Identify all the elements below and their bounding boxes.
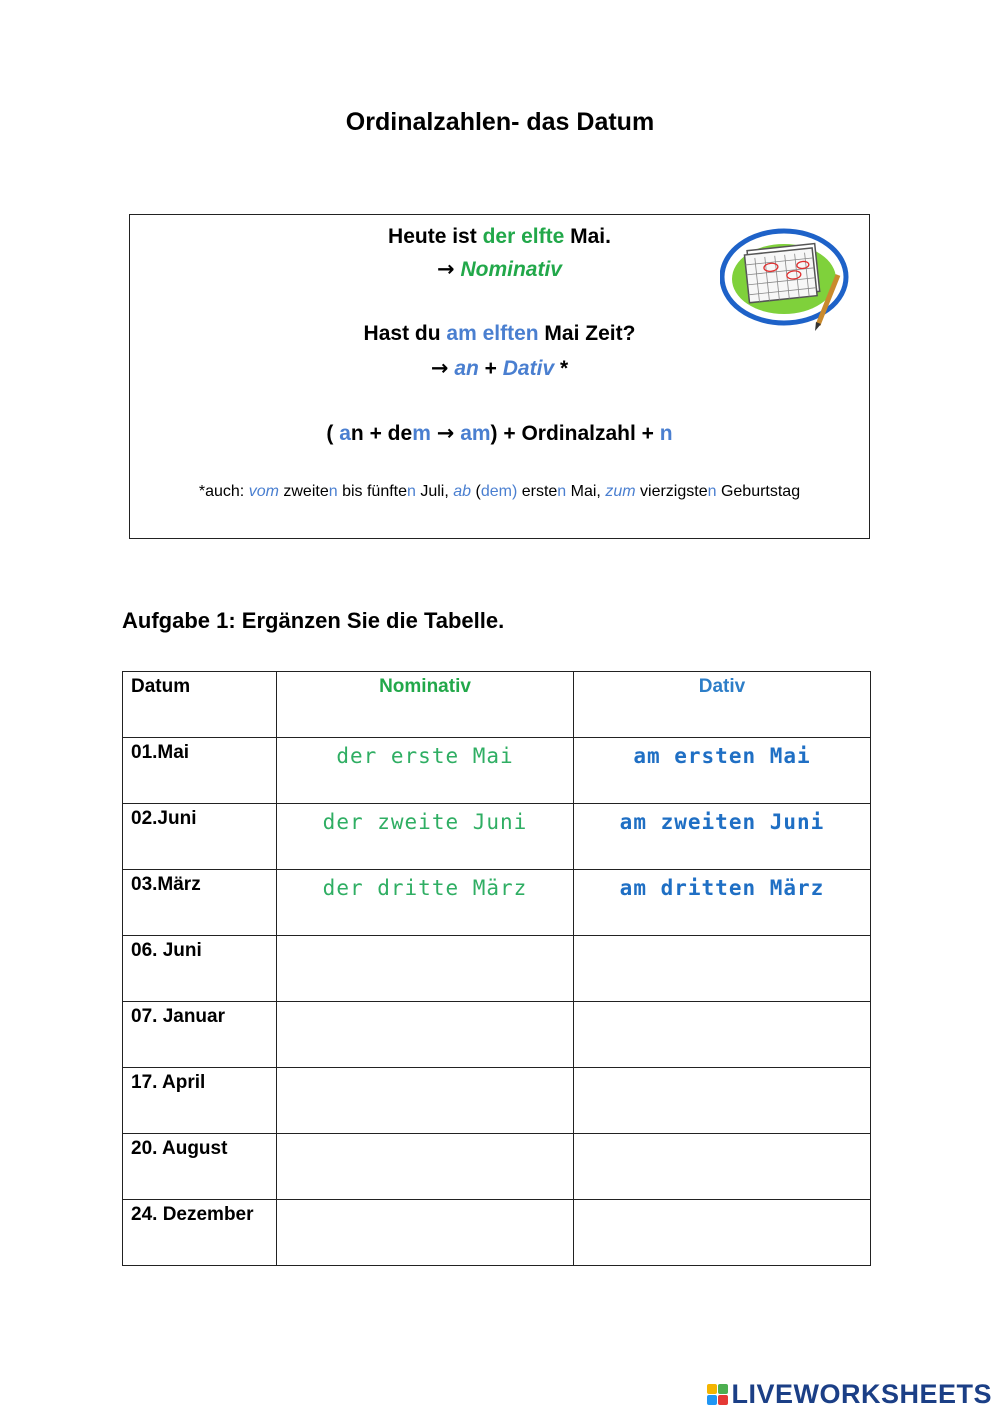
- nominativ-answer: der zweite Juni: [322, 810, 528, 834]
- dativ-cell: [574, 738, 871, 804]
- text: n: [707, 483, 717, 500]
- dativ-label-line: [130, 356, 869, 381]
- dativ-label: Dativ: [502, 357, 555, 380]
- date-cell: 07. Januar: [123, 1002, 277, 1068]
- text: Geburtstag: [716, 483, 801, 500]
- dativ-answer-field[interactable]: [574, 1002, 871, 1068]
- text: zweite: [278, 483, 329, 500]
- text: (: [471, 483, 481, 500]
- text: dem): [480, 483, 518, 500]
- footnote: [130, 483, 869, 501]
- text: vom: [248, 483, 279, 500]
- logo-square: [718, 1395, 728, 1405]
- an-label: an: [454, 357, 479, 380]
- text: (: [326, 422, 340, 445]
- text: Mai,: [566, 483, 606, 500]
- nominativ-cell: [277, 870, 574, 936]
- text: *: [554, 357, 569, 380]
- text: a: [339, 422, 351, 445]
- dativ-answer-field[interactable]: [574, 1200, 871, 1266]
- header-dativ: Dativ: [574, 672, 871, 738]
- ordinal-table: [122, 671, 871, 1266]
- header-datum: Datum: [123, 672, 277, 738]
- table-row: [123, 1134, 871, 1200]
- arrow-icon: →: [437, 257, 455, 281]
- logo-mark-icon: [707, 1384, 728, 1405]
- date-cell: 17. April: [123, 1068, 277, 1134]
- text: bis fünfte: [337, 483, 407, 500]
- text: Hast du: [363, 322, 447, 345]
- text: m: [412, 422, 431, 445]
- dativ-answer: am zweiten Juni: [619, 810, 825, 834]
- table-row: [123, 1002, 871, 1068]
- arrow-icon: →: [436, 421, 455, 445]
- table-row: [123, 804, 871, 870]
- grammar-rule: [130, 421, 869, 446]
- nominativ-answer: der dritte März: [322, 876, 528, 900]
- calendar-icon: [720, 227, 852, 331]
- liveworksheets-logo[interactable]: [707, 1377, 992, 1411]
- text: ) + Ordinalzahl +: [490, 422, 660, 445]
- dativ-answer-field[interactable]: [574, 936, 871, 1002]
- nominativ-answer-field[interactable]: [277, 1134, 574, 1200]
- dativ-answer: am dritten März: [619, 876, 825, 900]
- logo-square: [707, 1384, 717, 1394]
- header-nominativ: Nominativ: [277, 672, 574, 738]
- text: n + de: [350, 422, 413, 445]
- logo-square: [718, 1384, 728, 1394]
- highlight-der-elfte: der elfte: [482, 225, 565, 248]
- date-cell: 20. August: [123, 1134, 277, 1200]
- nominativ-cell: [277, 804, 574, 870]
- text: *auch:: [198, 483, 249, 500]
- date-cell: 02.Juni: [123, 804, 277, 870]
- arrow-icon: →: [430, 356, 449, 380]
- text: am: [460, 422, 491, 445]
- date-cell: 24. Dezember: [123, 1200, 277, 1266]
- dativ-cell: [574, 870, 871, 936]
- nominativ-answer-field[interactable]: [277, 936, 574, 1002]
- text: ab: [453, 483, 472, 500]
- date-cell: 06. Juni: [123, 936, 277, 1002]
- table-row: [123, 936, 871, 1002]
- text: n: [328, 483, 338, 500]
- highlight-am-elften: am elften: [446, 322, 539, 345]
- text: vierzigste: [635, 483, 708, 500]
- text: Juli,: [415, 483, 454, 500]
- dativ-answer-field[interactable]: [574, 1134, 871, 1200]
- logo-text: LIVEWORKSHEETS: [731, 1378, 992, 1409]
- text: zum: [605, 483, 636, 500]
- table-row: [123, 1068, 871, 1134]
- text: erste: [517, 483, 558, 500]
- nominativ-answer-field[interactable]: [277, 1200, 574, 1266]
- date-cell: 01.Mai: [123, 738, 277, 804]
- logo-square: [707, 1395, 717, 1405]
- text: n: [557, 483, 567, 500]
- nominativ-answer-field[interactable]: [277, 1002, 574, 1068]
- text: n: [407, 483, 416, 500]
- text: Mai Zeit?: [538, 322, 636, 345]
- dativ-cell: [574, 804, 871, 870]
- text: Heute ist: [388, 225, 483, 248]
- table-header-row: [123, 672, 871, 738]
- table-row: [123, 1200, 871, 1266]
- dativ-answer: am ersten Mai: [633, 744, 811, 768]
- date-cell: 03.März: [123, 870, 277, 936]
- text: +: [478, 357, 503, 380]
- info-box: [129, 214, 870, 539]
- text: Mai.: [564, 225, 611, 248]
- nominativ-answer-field[interactable]: [277, 1068, 574, 1134]
- dativ-answer-field[interactable]: [574, 1068, 871, 1134]
- table-row: [123, 738, 871, 804]
- task-heading: Aufgabe 1: Ergänzen Sie die Tabelle.: [122, 608, 505, 633]
- table-row: [123, 870, 871, 936]
- nominativ-label: Nominativ: [460, 258, 562, 281]
- page-title: Ordinalzahlen- das Datum: [345, 108, 655, 136]
- text: n: [659, 422, 673, 445]
- nominativ-cell: [277, 738, 574, 804]
- nominativ-answer: der erste Mai: [336, 744, 514, 768]
